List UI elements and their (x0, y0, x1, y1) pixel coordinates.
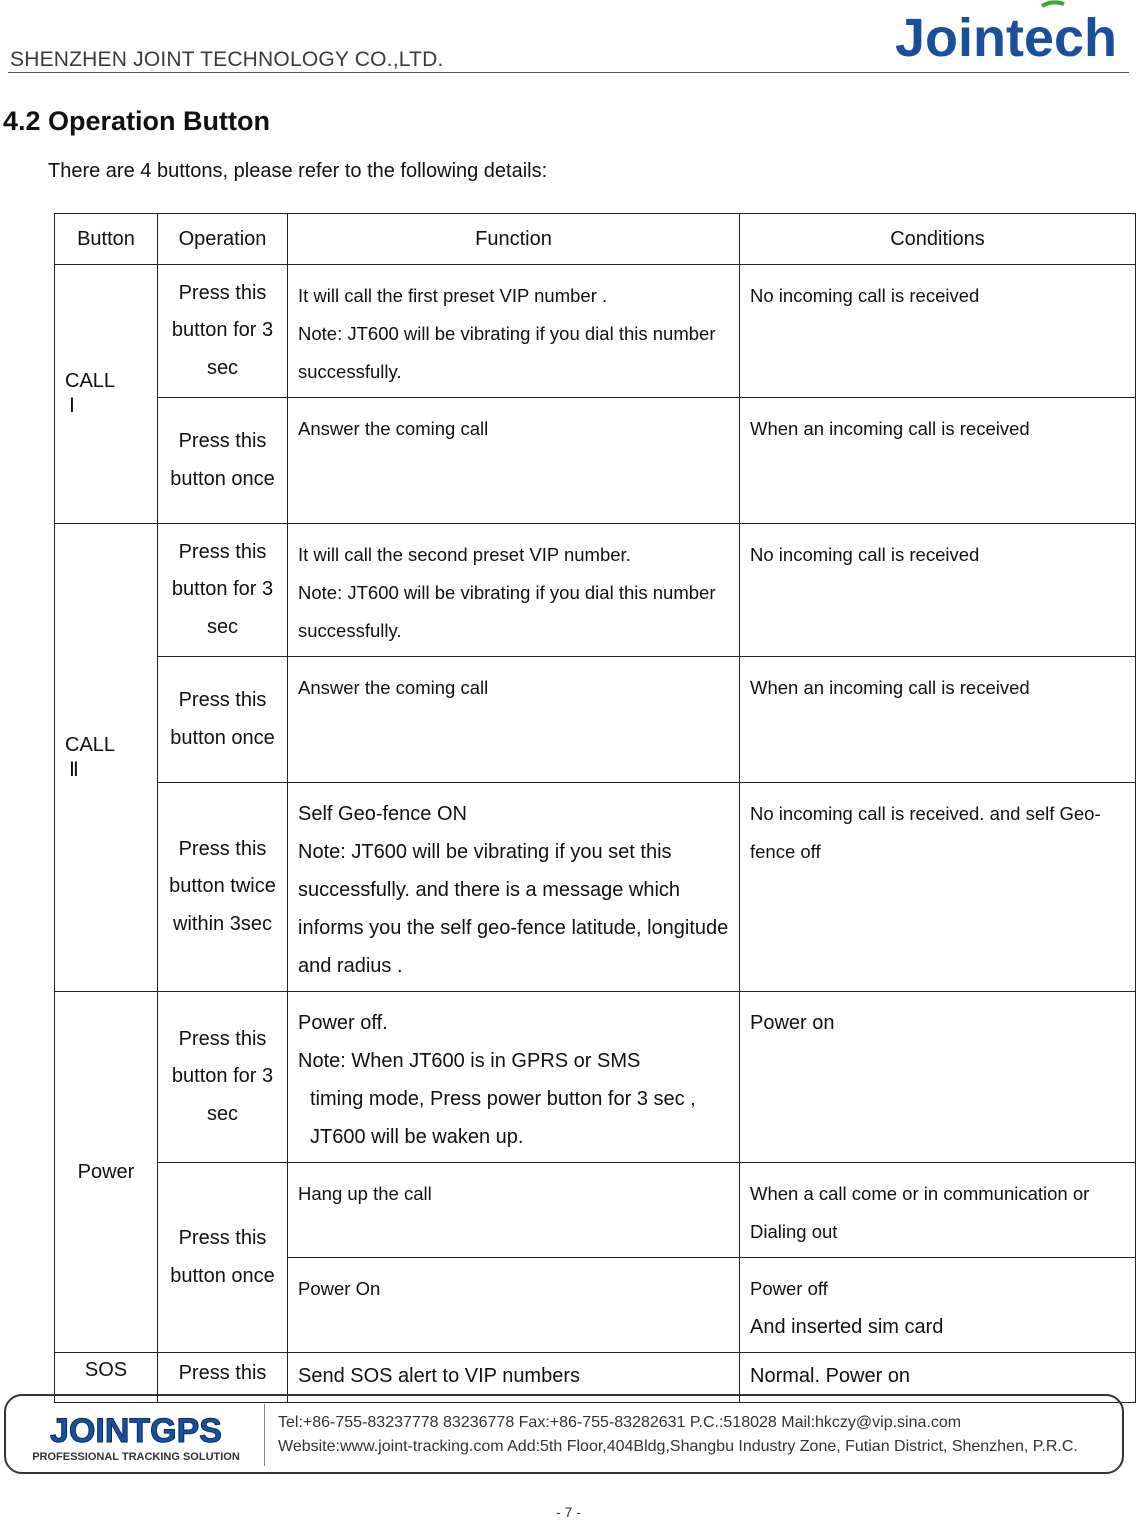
button-call-2 (55, 524, 158, 992)
footer-divider (264, 1404, 265, 1466)
operation-cell: Press this button once (158, 657, 288, 783)
function-note: Note: JT600 will be vibrating if you dial this number successfully. (298, 323, 716, 382)
function-note: Note: JT600 will be vibrating if you dial this number successfully. (298, 582, 716, 641)
function-cell: Power On (288, 1258, 740, 1353)
condition-cell (740, 1258, 1136, 1353)
call2-label: CALL (65, 733, 116, 756)
function-cell: Hang up the call (288, 1163, 740, 1258)
footer-contact-line1: Tel:+86-755-83237778 83236778 Fax:+86-755-83282631 P.C.:518028 Mail:hkczy@vip.sina.com (278, 1414, 962, 1431)
operation-cell: Press this button twice within 3sec (158, 783, 288, 992)
operation-cell: Press this button once (158, 398, 288, 524)
function-text: Power off. (298, 1012, 388, 1034)
function-cell: Answer the coming call (288, 657, 740, 783)
logo-text: Jointech (894, 8, 1118, 68)
table-header-row (55, 214, 1136, 265)
footer-tagline: PROFESSIONAL TRACKING SOLUTION (32, 1451, 240, 1463)
condition-cell: No incoming call is received (740, 265, 1136, 398)
footer-contact-line2: Website:www.joint-tracking.com Add:5th Floor,404Bldg,Shangbu Industry Zone, Futian District, Shenzhen, P.R.C. (278, 1438, 1078, 1455)
jointgps-logo (20, 1408, 252, 1464)
intro-text: There are 4 buttons, please refer to the following details: (48, 160, 548, 182)
button-sos: SOS (55, 1353, 158, 1403)
table-row (55, 398, 1136, 524)
footer-box (4, 1394, 1124, 1474)
button-table (54, 213, 1136, 1403)
condition-cell: When a call come or in communication or Dialing out (740, 1163, 1136, 1258)
table-row (55, 1163, 1136, 1258)
function-text: It will call the second preset VIP number. (298, 544, 631, 565)
header-operation: Operation (158, 214, 288, 265)
jointech-logo (892, 0, 1120, 70)
function-note: Note: JT600 will be vibrating if you set this successfully. and there is a message which informs you the self geo-fence latitude, longitude and radius . (298, 841, 729, 977)
condition-cell: No incoming call is received (740, 524, 1136, 657)
operation-cell: Press this button for 3 sec (158, 265, 288, 398)
function-note: Note: When JT600 is in GPRS or SMS (298, 1050, 641, 1072)
condition-text: Power off (750, 1278, 828, 1299)
table-row (55, 265, 1136, 398)
condition-cell: Normal. Power on (740, 1353, 1136, 1403)
section-title: 4.2 Operation Button (3, 106, 271, 136)
header-function: Function (288, 214, 740, 265)
operation-cell: Press this (158, 1353, 288, 1403)
condition-cell: No incoming call is received. and self Geo-fence off (740, 783, 1136, 992)
table-row (55, 524, 1136, 657)
footer-brand: JOINTGPS (50, 1412, 222, 1450)
function-text: It will call the first preset VIP number . (298, 285, 608, 306)
table-row (55, 992, 1136, 1163)
header-conditions: Conditions (740, 214, 1136, 265)
function-cell: Answer the coming call (288, 398, 740, 524)
condition-cell: When an incoming call is received (740, 398, 1136, 524)
function-text: Self Geo-fence ON (298, 803, 467, 825)
condition-text-2: And inserted sim card (750, 1316, 944, 1338)
function-note-cont: timing mode, Press power button for 3 sec , JT600 will be waken up. (310, 1088, 696, 1148)
call1-roman: Ⅰ (69, 395, 75, 417)
header-rule (8, 72, 1129, 73)
company-name: SHENZHEN JOINT TECHNOLOGY CO.,LTD. (10, 48, 444, 71)
function-cell (288, 524, 740, 657)
table-row (55, 657, 1136, 783)
condition-cell: When an incoming call is received (740, 657, 1136, 783)
table-row (55, 783, 1136, 992)
call2-roman: Ⅱ (69, 758, 79, 781)
operation-cell: Press this button once (158, 1163, 288, 1353)
operation-cell: Press this button for 3 sec (158, 992, 288, 1163)
call1-label: CALL (65, 370, 116, 392)
function-cell (288, 992, 740, 1163)
button-power: Power (55, 992, 158, 1353)
function-cell (288, 265, 740, 398)
operation-cell: Press this button for 3 sec (158, 524, 288, 657)
function-cell (288, 783, 740, 992)
button-call-1 (55, 265, 158, 524)
condition-cell: Power on (740, 992, 1136, 1163)
page-number: - 7 - (556, 1504, 581, 1520)
function-cell: Send SOS alert to VIP numbers (288, 1353, 740, 1403)
header-button: Button (55, 214, 158, 265)
